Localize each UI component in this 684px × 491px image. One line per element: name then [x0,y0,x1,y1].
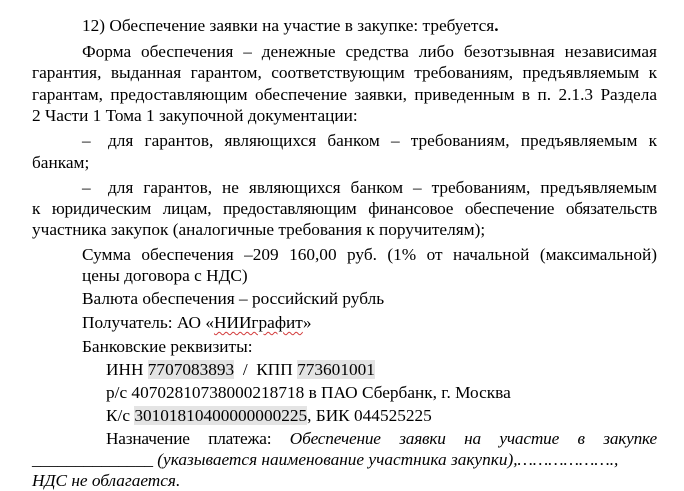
bank-details-label: Банковские реквизиты: [82,337,253,356]
corr-account-value: 30101810400000000225 [134,406,308,425]
section-heading [82,15,684,36]
payment-purpose-note: (указывается наименование участника закупки),………………., [157,450,619,469]
payment-purpose-line-1 [106,428,657,449]
recipient-name: НИИграфит [213,313,303,332]
section-heading-text: 12) Обеспечение заявки на участие в закупке: требуется [82,16,495,35]
amount-line-2: цены договора с НДС) [82,266,248,285]
payment-purpose-line-2 [32,449,657,470]
bullet-item-2-line-3: участника закупок (аналогичные требования к поручителям); [32,220,486,239]
payment-purpose-line-3 [32,470,657,491]
recipient-line [82,312,684,333]
bik-text: , БИК 044525225 [307,406,432,425]
bullet-marker: – [82,178,91,197]
bullet-item-1-line-1 [82,130,657,151]
bullet-item-2-line-2: к юридическим лицам, предоставляющим финансовое обеспечение обязательств [32,199,657,218]
form-paragraph-line-1: Форма обеспечения – денежные средства либо безотзывная независимая [82,42,657,61]
payment-purpose-text: Обеспечение заявки на участие в закупке [289,429,657,448]
form-paragraph-line-4: 2 Части 1 Тома 1 закупочной документации: [32,106,358,125]
payment-purpose-label: Назначение платежа: [106,429,272,448]
participant-name-blank: ______________ [32,450,153,469]
inn-label: ИНН [106,360,144,379]
bullet-item-2-line-1 [82,177,657,198]
amount-line-1: Сумма обеспечения –209 160,00 руб. (1% от начальной (максимальной) [82,245,657,264]
recipient-suffix: » [302,313,312,332]
recipient-prefix: Получатель: АО « [82,313,214,332]
bullet-item-2-text: для гарантов, не являющихся банком – требованиям, предъявляемым [108,178,657,197]
form-paragraph-line-2: гарантия, выданная гарантом, соответствующим требованиям, предъявляемым к [32,63,657,82]
corr-account-label: К/с [106,406,130,425]
bullet-item-1-text: для гарантов, являющихся банком – требованиям, предъявляемым к [108,131,657,150]
section-heading-dot: . [494,16,499,35]
currency-line: Валюта обеспечения – российский рубль [82,289,385,308]
vat-note: НДС не облагается. [32,471,181,490]
kpp-value: 773601001 [297,360,375,379]
inn-value: 7707083893 [147,360,235,379]
inn-kpp-line [106,359,684,380]
kpp-label: КПП [256,360,293,379]
corr-account-line [106,405,684,426]
form-paragraph-line-3: гарантам, предоставляющим обеспечение заявки, приведенным в п. 2.1.3 Раздела [32,85,657,104]
bullet-item-1-line-2: банкам; [32,153,90,172]
bullet-marker: – [82,131,91,150]
inn-kpp-separator: / [242,360,248,379]
settlement-account-line: р/с 40702810738000218718 в ПАО Сбербанк, г. Москва [106,383,511,402]
